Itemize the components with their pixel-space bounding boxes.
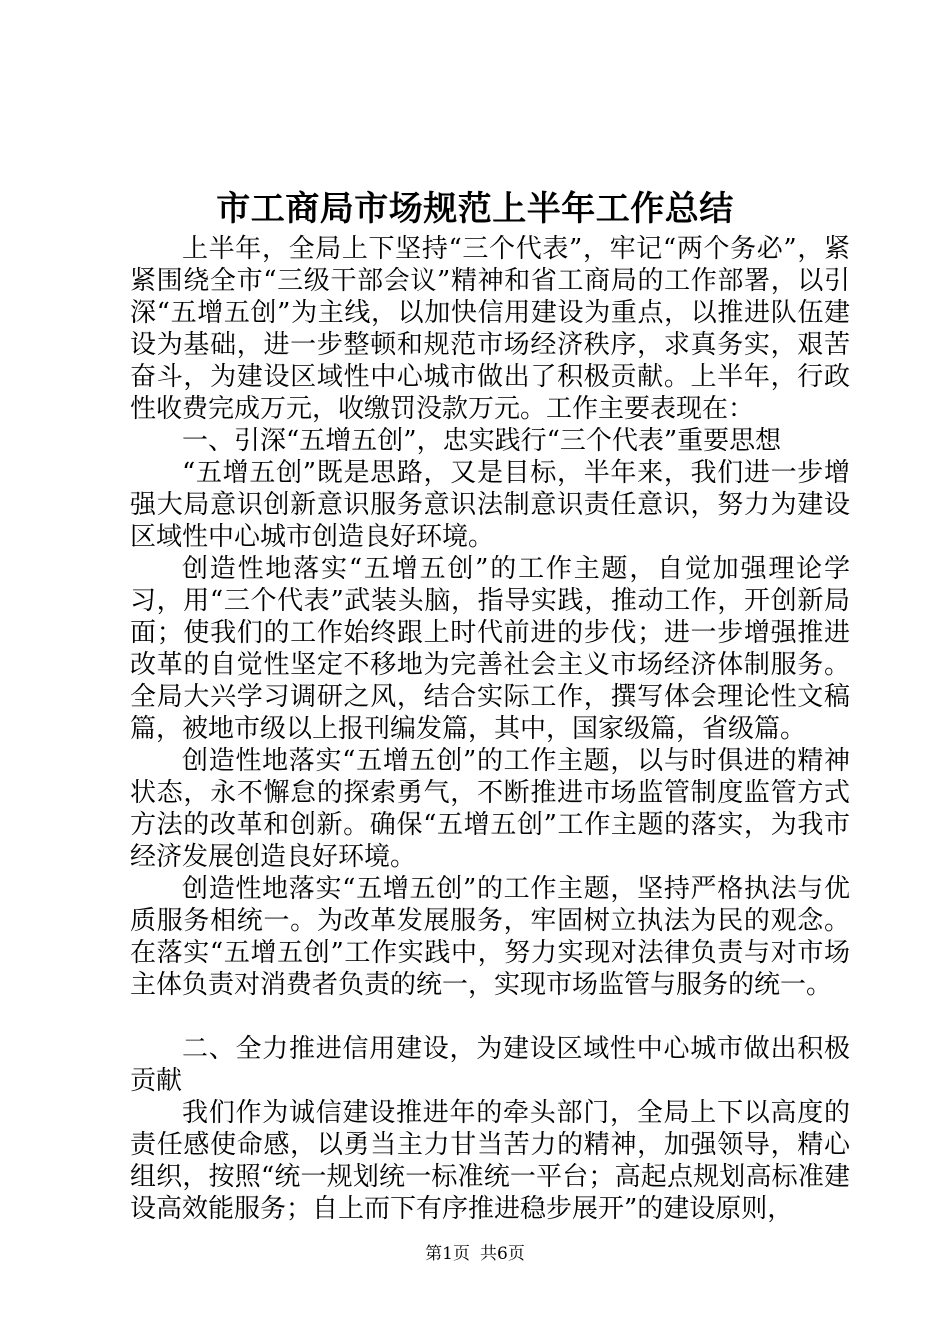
document-title: 市工商局市场规范上半年工作总结 [216,189,734,229]
paragraph-2-1: 我们作为诚信建设推进年的牵头部门，全局上下以高度的责任感使命感，以勇当主力甘当苦力的精神，加强领导，精心组织，按照“统一规划统一标准统一平台；高起点规划高标准建设高效能服务；自上而下有序推进稳步展开”的建设原则， [130,1098,850,1224]
paragraph-intro: 上半年，全局上下坚持“三个代表”，牢记“两个务必”，紧紧围绕全市“三级干部会议”精神和省工商局的工作部署，以引深“五增五创”为主线，以加快信用建设为重点，以推进队伍建设为基础，进一步整顿和规范市场经济秩序，求真务实，艰苦奋斗，为建设区域性中心城市做出了积极贡献。上半年，行政性收费完成万元，收缴罚没款万元。工作主要表现在： [130,234,850,424]
page-footer [0,1243,950,1265]
paragraph-1-2: 创造性地落实“五增五创”的工作主题，自觉加强理论学习，用“三个代表”武装头脑，指导实践，推动工作，开创新局面；使我们的工作始终跟上时代前进的步伐；进一步增强推进改革的自觉性坚定不移地为完善社会主义市场经济体制服务。全局大兴学习调研之风，结合实际工作，撰写体会理论性文稿篇，被地市级以上报刊编发篇，其中，国家级篇，省级篇。 [130,554,850,744]
section-heading-2: 二、全力推进信用建设，为建设区域性中心城市做出积极贡献 [130,1034,850,1096]
paragraph-1-1: “五增五创”既是思路，又是目标，半年来，我们进一步增强大局意识创新意识服务意识法制意识责任意识，努力为建设区域性中心城市创造良好环境。 [130,458,850,552]
page-total: 共6页 [480,1244,525,1264]
paragraph-1-4: 创造性地落实“五增五创”的工作主题，坚持严格执法与优质服务相统一。为改革发展服务，牢固树立执法为民的观念。在落实“五增五创”工作实践中，努力实现对法律负责与对市场主体负责对消费者负责的统一，实现市场监管与服务的统一。 [130,874,850,1000]
document-body [130,233,850,1225]
page-number: 第1页 [425,1244,470,1264]
paragraph-spacer [130,1001,850,1033]
paragraph-1-3: 创造性地落实“五增五创”的工作主题，以与时俱进的精神状态，永不懈怠的探索勇气，不断推进市场监管制度监管方式方法的改革和创新。确保“五增五创”工作主题的落实，为我市经济发展创造良好环境。 [130,746,850,872]
section-heading-1: 一、引深“五增五创”，忠实践行“三个代表”重要思想 [182,426,782,456]
